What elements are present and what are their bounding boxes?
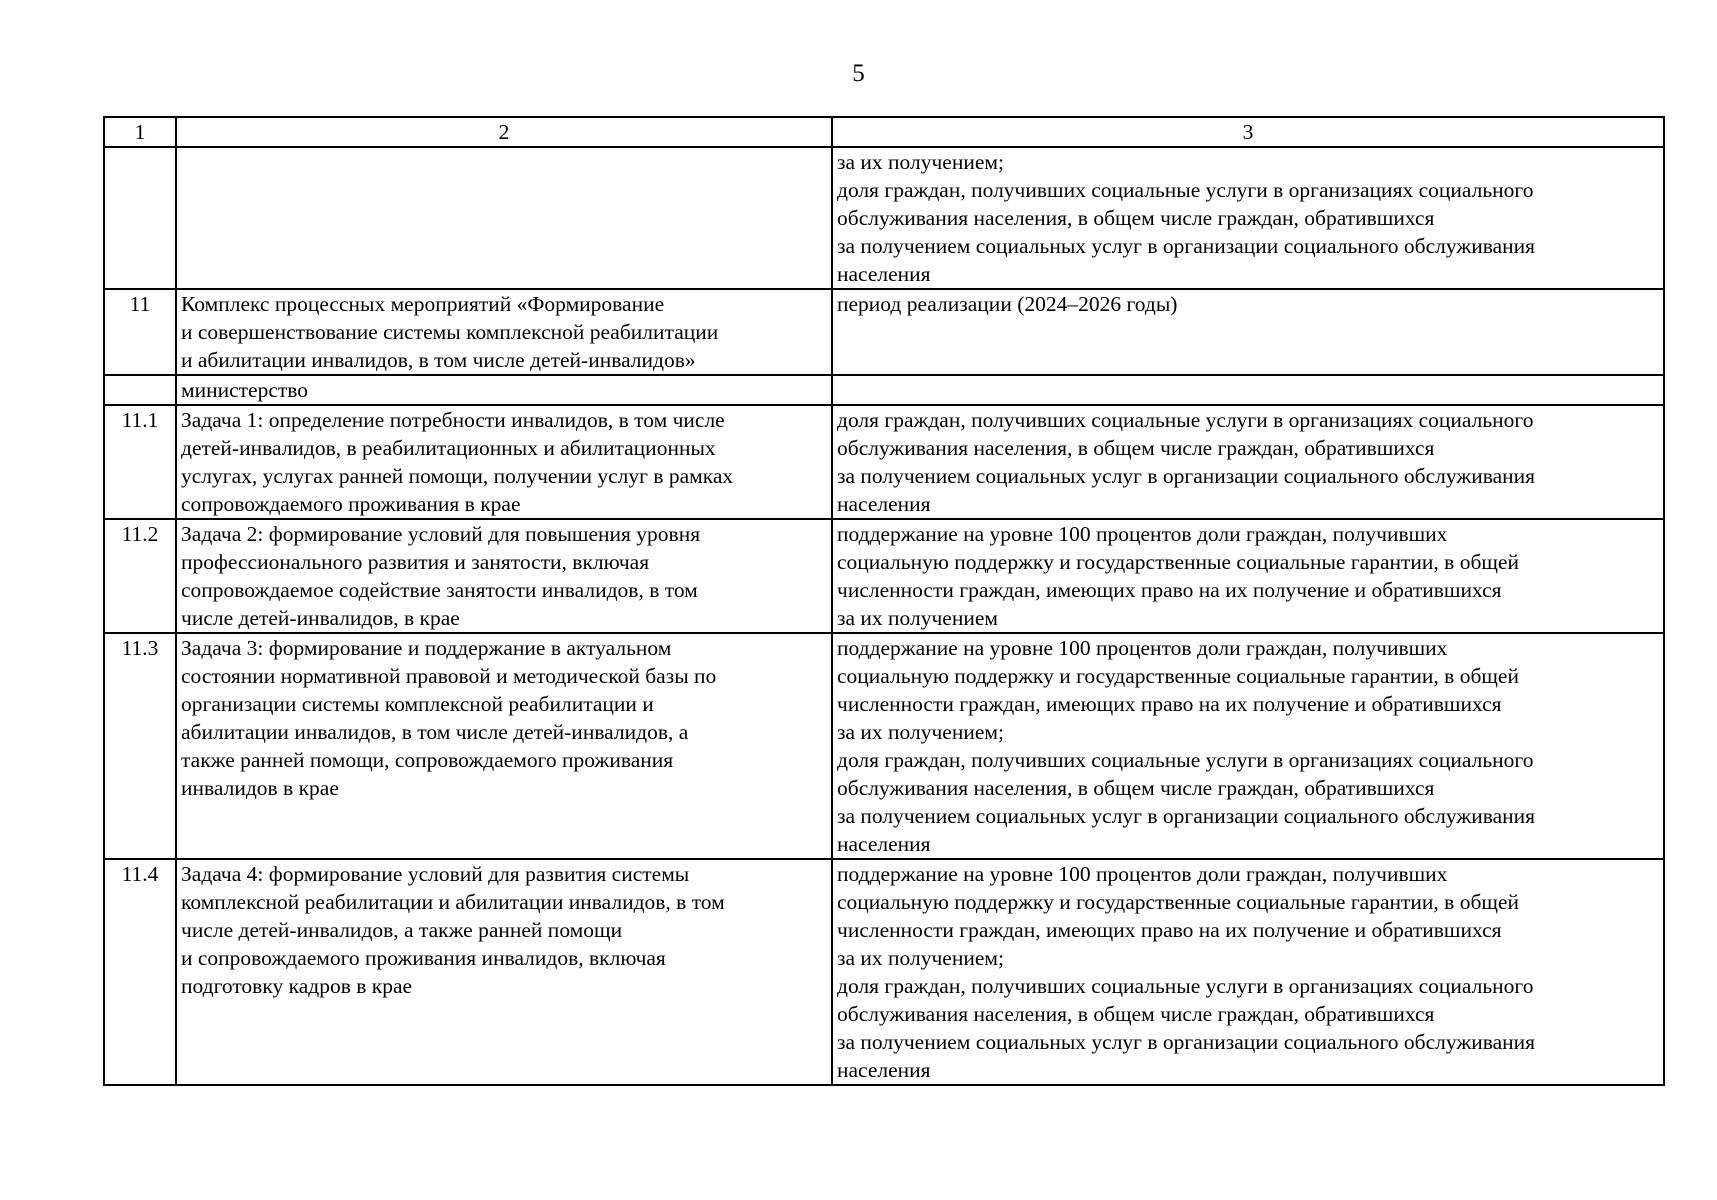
row-number: 11.2 bbox=[104, 519, 176, 633]
indicators-cell bbox=[832, 405, 1664, 519]
task-cell bbox=[176, 519, 832, 633]
text-line: комплексной реабилитации и абилитации инвалидов, в том bbox=[181, 890, 725, 914]
text-line: за их получением; bbox=[837, 720, 1004, 744]
text-line: период реализации (2024–2026 годы) bbox=[837, 292, 1178, 316]
text-line: населения bbox=[837, 832, 931, 856]
text-line: населения bbox=[837, 1058, 931, 1082]
indicators-cell bbox=[832, 859, 1664, 1085]
text-line: поддержание на уровне 100 процентов доли граждан, получивших bbox=[837, 636, 1448, 660]
text-line: обслуживания населения, в общем числе граждан, обратившихся bbox=[837, 1002, 1435, 1026]
task-cell bbox=[176, 405, 832, 519]
text-line: доля граждан, получивших социальные услуги в организациях социального bbox=[837, 974, 1534, 998]
text-line: за получением социальных услуг в организации социального обслуживания bbox=[837, 234, 1536, 258]
text-line: социальную поддержку и государственные социальные гарантии, в общей bbox=[837, 664, 1519, 688]
text-line: численности граждан, имеющих право на их получение и обратившихся bbox=[837, 918, 1502, 942]
table-row bbox=[104, 633, 1664, 859]
text-line: обслуживания населения, в общем числе граждан, обратившихся bbox=[837, 436, 1435, 460]
text-line: детей-инвалидов, в реабилитационных и абилитационных bbox=[181, 436, 716, 460]
table-row bbox=[104, 859, 1664, 1085]
text-line: за получением социальных услуг в организации социального обслуживания bbox=[837, 464, 1536, 488]
table-row bbox=[104, 289, 1664, 375]
text-line: услугах, услугах ранней помощи, получении услуг в рамках bbox=[181, 464, 734, 488]
text-line: поддержание на уровне 100 процентов доли граждан, получивших bbox=[837, 522, 1448, 546]
text-line: населения bbox=[837, 262, 931, 286]
text-line: Задача 4: формирование условий для развития системы bbox=[181, 862, 690, 886]
text-line: доля граждан, получивших социальные услуги в организациях социального bbox=[837, 178, 1534, 202]
column-header-2: 2 bbox=[176, 117, 832, 147]
table-header-row bbox=[104, 117, 1664, 147]
table-row bbox=[104, 147, 1664, 289]
text-line: Комплекс процессных мероприятий «Формирование bbox=[181, 292, 665, 316]
text-line: и сопровождаемого проживания инвалидов, включая bbox=[181, 946, 666, 970]
column-header-1: 1 bbox=[104, 117, 176, 147]
indicators-cell bbox=[832, 519, 1664, 633]
text-line: абилитации инвалидов, в том числе детей-инвалидов, а bbox=[181, 720, 689, 744]
text-line: обслуживания населения, в общем числе граждан, обратившихся bbox=[837, 776, 1435, 800]
row-number: 11.3 bbox=[104, 633, 176, 859]
text-line: организации системы комплексной реабилитации и bbox=[181, 692, 654, 716]
text-line: за получением социальных услуг в организации социального обслуживания bbox=[837, 1030, 1536, 1054]
indicators-cell bbox=[832, 147, 1664, 289]
text-line: подготовку кадров в крае bbox=[181, 974, 413, 998]
text-line: инвалидов в крае bbox=[181, 776, 339, 800]
text-line: за получением социальных услуг в организации социального обслуживания bbox=[837, 804, 1536, 828]
row-number: 11.4 bbox=[104, 859, 176, 1085]
task-cell bbox=[176, 375, 832, 405]
text-line: численности граждан, имеющих право на их получение и обратившихся bbox=[837, 692, 1502, 716]
table-row bbox=[104, 375, 1664, 405]
task-cell bbox=[176, 147, 832, 289]
text-line: и совершенствование системы комплексной реабилитации bbox=[181, 320, 719, 344]
table-row bbox=[104, 405, 1664, 519]
text-line: числе детей-инвалидов, а также ранней помощи bbox=[181, 918, 623, 942]
indicators-cell bbox=[832, 375, 1664, 405]
text-line: социальную поддержку и государственные социальные гарантии, в общей bbox=[837, 890, 1519, 914]
row-number: 11 bbox=[104, 289, 176, 375]
text-line: Задача 2: формирование условий для повышения уровня bbox=[181, 522, 701, 546]
document-table bbox=[103, 116, 1665, 1086]
text-line: и абилитации инвалидов, в том числе детей-инвалидов» bbox=[181, 348, 696, 372]
text-line: обслуживания населения, в общем числе граждан, обратившихся bbox=[837, 206, 1435, 230]
text-line: за их получением; bbox=[837, 946, 1004, 970]
page-number: 5 bbox=[852, 60, 865, 87]
row-number bbox=[104, 375, 176, 405]
text-line: населения bbox=[837, 492, 931, 516]
text-line: министерство bbox=[181, 378, 309, 402]
text-line: сопровождаемое содействие занятости инвалидов, в том bbox=[181, 578, 698, 602]
table-row bbox=[104, 519, 1664, 633]
text-line: поддержание на уровне 100 процентов доли граждан, получивших bbox=[837, 862, 1448, 886]
task-cell bbox=[176, 289, 832, 375]
text-line: численности граждан, имеющих право на их получение и обратившихся bbox=[837, 578, 1502, 602]
text-line: Задача 1: определение потребности инвалидов, в том числе bbox=[181, 408, 725, 432]
text-line: за их получением; bbox=[837, 150, 1004, 174]
text-line: профессионального развития и занятости, включая bbox=[181, 550, 650, 574]
text-line: доля граждан, получивших социальные услуги в организациях социального bbox=[837, 748, 1534, 772]
column-header-3: 3 bbox=[832, 117, 1664, 147]
text-line: за их получением bbox=[837, 606, 999, 630]
text-line: состоянии нормативной правовой и методической базы по bbox=[181, 664, 717, 688]
text-line: сопровождаемого проживания в крае bbox=[181, 492, 521, 516]
indicators-cell bbox=[832, 633, 1664, 859]
row-number bbox=[104, 147, 176, 289]
task-cell bbox=[176, 633, 832, 859]
text-line: Задача 3: формирование и поддержание в актуальном bbox=[181, 636, 672, 660]
indicators-cell bbox=[832, 289, 1664, 375]
task-cell bbox=[176, 859, 832, 1085]
text-line: социальную поддержку и государственные социальные гарантии, в общей bbox=[837, 550, 1519, 574]
text-line: числе детей-инвалидов, в крае bbox=[181, 606, 460, 630]
row-number: 11.1 bbox=[104, 405, 176, 519]
text-line: доля граждан, получивших социальные услуги в организациях социального bbox=[837, 408, 1534, 432]
text-line: также ранней помощи, сопровождаемого проживания bbox=[181, 748, 674, 772]
